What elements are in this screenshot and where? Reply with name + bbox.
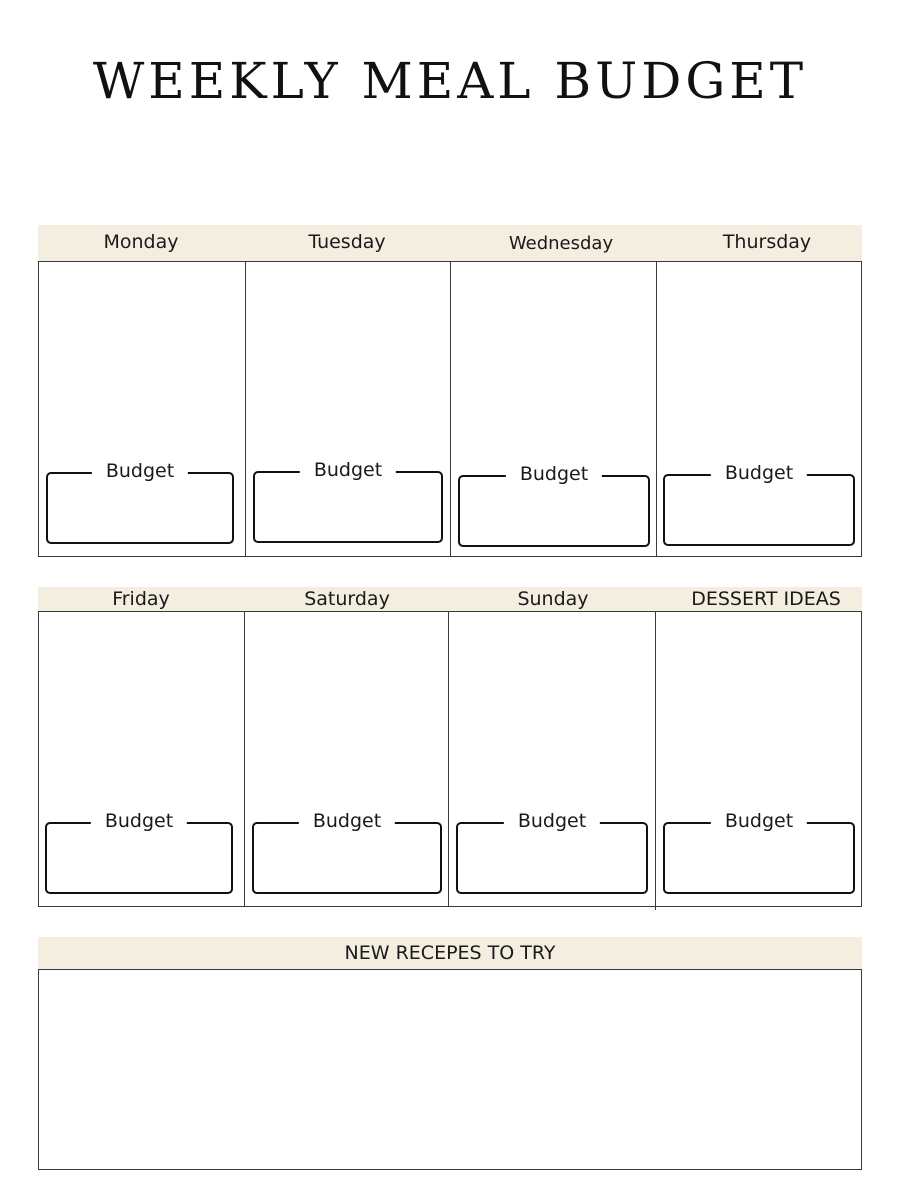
budget-label: Budget xyxy=(299,808,395,834)
column-divider xyxy=(450,262,451,556)
budget-label: Budget xyxy=(300,457,396,483)
budget-box-friday[interactable] xyxy=(45,810,233,894)
budget-box-dessert-ideas[interactable] xyxy=(663,810,855,894)
recipes-heading: NEW RECEPES TO TRY xyxy=(344,942,556,964)
budget-box-sunday[interactable] xyxy=(456,810,648,894)
row2-header-band xyxy=(38,587,862,611)
day-label-monday: Monday xyxy=(103,231,179,253)
dessert-ideas-label: DESSERT IDEAS xyxy=(691,588,841,610)
budget-label: Budget xyxy=(711,460,807,486)
budget-box-tuesday[interactable] xyxy=(253,459,443,543)
day-label-sunday: Sunday xyxy=(517,588,589,610)
budget-box-monday[interactable] xyxy=(46,460,234,544)
budget-label: Budget xyxy=(711,808,807,834)
day-label-saturday: Saturday xyxy=(304,588,390,610)
day-label-wednesday: Wednesday xyxy=(508,233,614,254)
recipes-header-band xyxy=(38,937,862,969)
column-divider xyxy=(656,262,657,556)
row1-header-band xyxy=(38,225,862,261)
column-divider xyxy=(448,612,449,906)
row1-grid xyxy=(38,261,862,557)
budget-label: Budget xyxy=(92,458,188,484)
column-divider xyxy=(655,612,656,910)
budget-label: Budget xyxy=(506,461,602,487)
day-label-thursday: Thursday xyxy=(722,231,812,253)
budget-label: Budget xyxy=(504,808,600,834)
budget-box-wednesday[interactable] xyxy=(458,463,650,547)
column-divider xyxy=(245,262,246,556)
recipes-notes-area[interactable] xyxy=(38,969,862,1170)
budget-box-thursday[interactable] xyxy=(663,462,855,546)
day-label-tuesday: Tuesday xyxy=(308,231,386,253)
page-title: WEEKLY MEAL BUDGET xyxy=(92,52,808,110)
day-label-friday: Friday xyxy=(112,588,170,610)
budget-label: Budget xyxy=(91,808,187,834)
column-divider xyxy=(244,612,245,906)
budget-box-saturday[interactable] xyxy=(252,810,442,894)
row2-grid xyxy=(38,611,862,907)
